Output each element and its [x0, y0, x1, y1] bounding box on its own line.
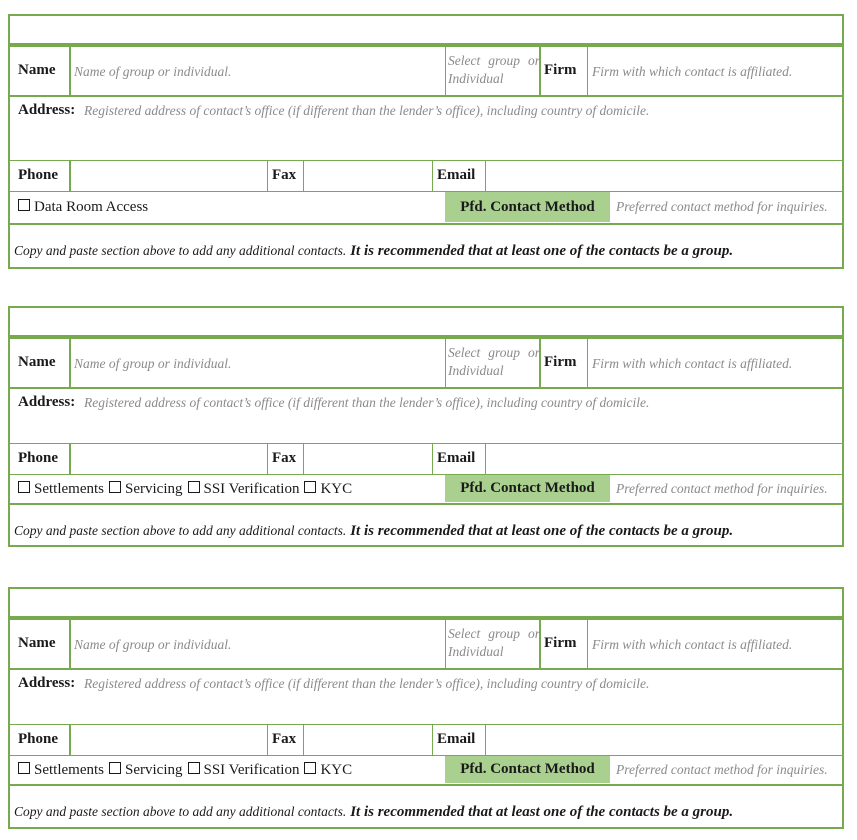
divider	[432, 443, 433, 474]
email-label: Email	[437, 450, 476, 466]
divider	[69, 160, 71, 191]
checkbox-item[interactable]	[188, 762, 300, 778]
divider	[10, 503, 842, 505]
divider	[432, 724, 433, 755]
name-field[interactable]: Name of group or individual.	[74, 64, 232, 79]
firm-label: Firm	[544, 62, 577, 78]
checkbox-label: Settlements	[34, 481, 104, 497]
checkbox-item[interactable]	[109, 762, 183, 778]
divider	[587, 339, 588, 387]
checkbox-square[interactable]	[109, 481, 121, 493]
fax-label: Fax	[272, 167, 297, 183]
divider	[587, 620, 588, 668]
checkbox-square[interactable]	[18, 481, 30, 493]
address-label: Address:	[18, 394, 76, 410]
divider	[303, 724, 304, 755]
divider	[485, 160, 486, 191]
divider	[587, 47, 588, 95]
header-divider	[10, 45, 842, 47]
divider	[267, 724, 268, 755]
address-label: Address:	[18, 675, 76, 691]
instruction-note	[14, 242, 733, 260]
name-label: Name	[18, 354, 56, 370]
fax-field[interactable]	[306, 446, 428, 470]
preferred-contact-method-field[interactable]: Preferred contact method for inquiries.	[616, 481, 828, 496]
preferred-contact-method-field[interactable]: Preferred contact method for inquiries.	[616, 199, 828, 214]
email-field[interactable]	[489, 163, 837, 187]
checkbox-item[interactable]	[18, 199, 148, 215]
note-group-recommendation: It is recommended that at least one of the contacts be a group.	[350, 523, 734, 539]
firm-label: Firm	[544, 354, 577, 370]
divider	[10, 724, 842, 725]
name-label: Name	[18, 62, 56, 78]
preferred-contact-method-label: Pfd. Contact Method	[445, 756, 610, 783]
group-or-individual-select[interactable]: Select group or Individual	[448, 53, 540, 86]
phone-label: Phone	[18, 167, 59, 183]
checkbox-square[interactable]	[188, 481, 200, 493]
checkbox-item[interactable]	[18, 762, 104, 778]
preferred-contact-method-field[interactable]: Preferred contact method for inquiries.	[616, 762, 828, 777]
instruction-note	[14, 522, 733, 540]
header-divider	[10, 337, 842, 339]
contact-section	[8, 587, 844, 829]
preferred-contact-method-label: Pfd. Contact Method	[445, 192, 610, 222]
divider	[69, 620, 71, 668]
section-header-row	[10, 589, 842, 618]
checkbox-label: KYC	[320, 762, 353, 778]
preferred-contact-method-label: Pfd. Contact Method	[445, 475, 610, 502]
firm-field[interactable]: Firm with which contact is affiliated.	[592, 356, 793, 371]
divider	[69, 443, 71, 474]
firm-label: Firm	[544, 635, 577, 651]
phone-field[interactable]	[72, 727, 264, 751]
email-field[interactable]	[489, 446, 837, 470]
checkbox-square[interactable]	[109, 762, 121, 774]
group-or-individual-select[interactable]: Select group or Individual	[448, 626, 540, 659]
divider	[267, 160, 268, 191]
divider	[10, 443, 842, 444]
divider	[445, 47, 446, 95]
email-field[interactable]	[489, 727, 837, 751]
fax-field[interactable]	[306, 727, 428, 751]
checkbox-square[interactable]	[18, 762, 30, 774]
divider	[10, 160, 842, 161]
phone-label: Phone	[18, 731, 59, 747]
divider	[69, 339, 71, 387]
divider	[10, 474, 842, 475]
checkbox-label: Servicing	[125, 762, 183, 778]
note-copy-instruction: Copy and paste section above to add any additional contacts.	[14, 523, 347, 538]
checkbox-square[interactable]	[304, 762, 316, 774]
phone-label: Phone	[18, 450, 59, 466]
firm-field[interactable]: Firm with which contact is affiliated.	[592, 637, 793, 652]
checkbox-group	[18, 199, 148, 216]
phone-field[interactable]	[72, 446, 264, 470]
fax-field[interactable]	[306, 163, 428, 187]
name-field[interactable]: Name of group or individual.	[74, 637, 232, 652]
contact-section	[8, 306, 844, 547]
checkbox-group	[18, 481, 352, 498]
checkbox-label: KYC	[320, 481, 353, 497]
contact-section	[8, 14, 844, 269]
checkbox-square[interactable]	[304, 481, 316, 493]
section-header-row	[10, 16, 842, 45]
divider	[445, 339, 446, 387]
checkbox-label: SSI Verification	[203, 762, 300, 778]
divider	[69, 724, 71, 755]
note-copy-instruction: Copy and paste section above to add any additional contacts.	[14, 243, 347, 258]
group-or-individual-select[interactable]: Select group or Individual	[448, 345, 540, 378]
checkbox-label: Data Room Access	[34, 199, 149, 215]
name-label: Name	[18, 635, 56, 651]
header-divider	[10, 618, 842, 620]
divider	[10, 95, 842, 97]
divider	[303, 443, 304, 474]
address-field[interactable]: Registered address of contact’s office (if different than the lender’s office), including country of domicile.	[84, 395, 650, 410]
divider	[485, 724, 486, 755]
checkbox-label: Servicing	[125, 481, 183, 497]
section-header-row	[10, 308, 842, 337]
checkbox-group	[18, 762, 352, 779]
divider	[10, 784, 842, 786]
checkbox-item[interactable]	[304, 481, 352, 497]
divider	[10, 191, 842, 192]
fax-label: Fax	[272, 731, 297, 747]
fax-label: Fax	[272, 450, 297, 466]
checkbox-square[interactable]	[18, 199, 30, 211]
checkbox-item[interactable]	[18, 481, 104, 497]
note-group-recommendation: It is recommended that at least one of the contacts be a group.	[350, 243, 734, 259]
address-field[interactable]: Registered address of contact’s office (if different than the lender’s office), including country of domicile.	[84, 676, 650, 691]
divider	[485, 443, 486, 474]
firm-field[interactable]: Firm with which contact is affiliated.	[592, 64, 793, 79]
divider	[69, 47, 71, 95]
checkbox-item[interactable]	[304, 762, 352, 778]
email-label: Email	[437, 731, 476, 747]
address-field[interactable]: Registered address of contact’s office (if different than the lender’s office), including country of domicile.	[84, 103, 650, 118]
divider	[267, 443, 268, 474]
checkbox-label: Settlements	[34, 762, 104, 778]
divider	[10, 755, 842, 756]
checkbox-item[interactable]	[188, 481, 300, 497]
note-copy-instruction: Copy and paste section above to add any additional contacts.	[14, 804, 347, 819]
checkbox-square[interactable]	[188, 762, 200, 774]
divider	[432, 160, 433, 191]
note-group-recommendation: It is recommended that at least one of the contacts be a group.	[350, 804, 734, 820]
email-label: Email	[437, 167, 476, 183]
divider	[10, 668, 842, 670]
address-label: Address:	[18, 102, 76, 118]
divider	[10, 223, 842, 225]
phone-field[interactable]	[72, 163, 264, 187]
divider	[445, 620, 446, 668]
checkbox-item[interactable]	[109, 481, 183, 497]
instruction-note	[14, 803, 733, 821]
divider	[303, 160, 304, 191]
name-field[interactable]: Name of group or individual.	[74, 356, 232, 371]
divider	[10, 387, 842, 389]
checkbox-label: SSI Verification	[203, 481, 300, 497]
